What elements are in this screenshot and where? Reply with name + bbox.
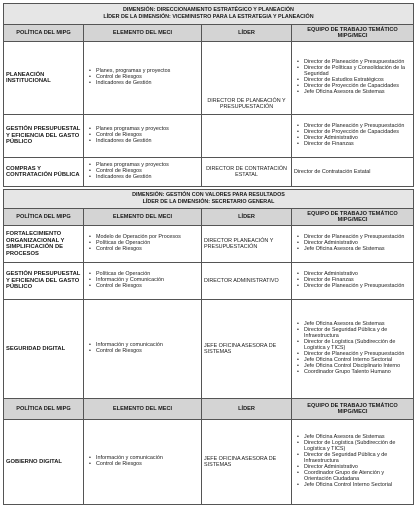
meci-cell xyxy=(84,115,202,158)
equipo-cell xyxy=(292,263,414,300)
politica-cell: COMPRAS Y CONTRATACIÓN PÚBLICA xyxy=(4,158,84,187)
header-politica: POLÍTICA DEL MIPG xyxy=(4,399,84,420)
header-equipo: EQUIPO DE TRABAJO TEMÁTICO MIPG/MECI xyxy=(292,209,414,226)
lider-cell: JEFE OFICINA ASESORA DE SISTEMAS xyxy=(202,420,292,505)
mipg-table xyxy=(3,3,414,505)
table-row xyxy=(4,300,414,399)
politica-cell: GESTIÓN PRESUPUESTAL Y EFICIENCIA DEL GASTO PÚBLICO xyxy=(4,115,84,158)
equipo-cell xyxy=(292,420,414,505)
list-item: • Director de Estudios Estratégicos xyxy=(304,78,411,84)
list-item: • Jefe Oficina Control Interno Sectorial xyxy=(304,483,411,489)
politica-cell: FORTALECIMIENTO ORGANIZACIONAL Y SIMPLIFICACIÓN DE PROCESOS xyxy=(4,226,84,263)
meci-cell xyxy=(84,158,202,187)
list-item: • Indicadores de Gestión xyxy=(96,139,199,145)
column-header-row xyxy=(4,209,414,226)
header-lider: LÍDER xyxy=(202,209,292,226)
header-meci: ELEMENTO DEL MECI xyxy=(84,25,202,42)
list-item: • Director de Logística (Subdirección de Logística y TICS) xyxy=(304,441,411,453)
list-item: • Planes, programas y proyectos xyxy=(96,69,199,75)
header-lider: LÍDER xyxy=(202,399,292,420)
list-item: • Director de Proyección de Capacidades xyxy=(304,130,411,136)
list-item: • Director de Proyección de Capacidades xyxy=(304,84,411,90)
list-item: • Control de Riesgos xyxy=(96,284,199,290)
list-item: • Modelo de Operación por Procesos xyxy=(96,235,199,241)
list-item: • Coordinador Grupo Talento Humano xyxy=(304,370,411,376)
list-item: • Jefe Oficina Asesora de Sistemas xyxy=(304,435,411,441)
list-item: • Control de Riesgos xyxy=(96,247,199,253)
list-item: • Indicadores de Gestión xyxy=(96,175,199,181)
header-politica: POLÍTICA DEL MIPG xyxy=(4,25,84,42)
table-row xyxy=(4,420,414,505)
list-item: • Información y comunicación xyxy=(96,343,199,349)
list-item: • Control de Riesgos xyxy=(96,75,199,81)
header-equipo: EQUIPO DE TRABAJO TEMÁTICO MIPG/MECI xyxy=(292,399,414,420)
list-item: • Información y comunicación xyxy=(96,456,199,462)
lider-cell: DIRECTOR ADMINISTRATIVO xyxy=(202,263,292,300)
politica-cell: GOBIERNO DIGITAL xyxy=(4,420,84,505)
list-item: • Indicadores de Gestión xyxy=(96,81,199,87)
list-item: • Jefe Oficina Asesora de Sistemas xyxy=(304,247,411,253)
header-politica: POLÍTICA DEL MIPG xyxy=(4,209,84,226)
meci-cell xyxy=(84,420,202,505)
list-item: • Políticas de Operación xyxy=(96,272,199,278)
list-item: • Coordinador Grupo de Atención y Orientación Ciudadana xyxy=(304,471,411,483)
lider-cell: DIRECTOR DE CONTRATACIÓN ESTATAL xyxy=(202,158,292,187)
meci-cell xyxy=(84,42,202,115)
list-item: • Director Administrativo xyxy=(304,272,411,278)
list-item: • Director de Seguridad Pública y de Infraestructura xyxy=(304,453,411,465)
equipo-cell xyxy=(292,115,414,158)
list-item: • Información y Comunicación xyxy=(96,278,199,284)
dimension-title: DIMENSIÓN: DIRECCIONAMIENTO ESTRATÉGICO Y PLANEACIÓN xyxy=(123,7,294,13)
list-item: • Director de Políticas y Consolidación de la Seguridad xyxy=(304,66,411,78)
table-row xyxy=(4,263,414,300)
politica-cell: GESTIÓN PRESUPUESTAL Y EFICIENCIA DEL GASTO PÚBLICO xyxy=(4,263,84,300)
table-row xyxy=(4,158,414,187)
list-item: • Director de Logística (Subdirección de Logística y TICS) xyxy=(304,340,411,352)
list-item: • Jefe Oficina Control Disciplinario Interno xyxy=(304,364,411,370)
list-item: • Control de Riesgos xyxy=(96,462,199,468)
list-item: • Director de Finanzas xyxy=(304,278,411,284)
meci-cell xyxy=(84,226,202,263)
list-item: • Director de Planeación y Presupuestación xyxy=(304,235,411,241)
list-item: • Director de Planeación y Presupuestación xyxy=(304,124,411,130)
dimension-leader: LÍDER DE LA DIMENSIÓN: VICEMINISTRO PARA LA ESTRATEGIA Y PLANEACIÓN xyxy=(103,14,314,20)
header-equipo: EQUIPO DE TRABAJO TEMÁTICO MIPG/MECI xyxy=(292,25,414,42)
list-item: • Control de Riesgos xyxy=(96,169,199,175)
meci-cell xyxy=(84,300,202,399)
list-item: • Director Administrativo xyxy=(304,241,411,247)
list-item: • Director de Finanzas xyxy=(304,142,411,148)
list-item: • Planes programas y proyectos xyxy=(96,163,199,169)
dimension-title: DIMENSIÓN: GESTIÓN CON VALORES PARA RESULTADOS xyxy=(132,192,285,198)
header-meci: ELEMENTO DEL MECI xyxy=(84,209,202,226)
lider-cell: DIRECTOR PLANEACIÓN Y PRESUPUESTACIÓN xyxy=(202,226,292,263)
equipo-cell xyxy=(292,300,414,399)
equipo-cell: Director de Contratación Estatal xyxy=(292,158,414,187)
list-item: • Control de Riesgos xyxy=(96,349,199,355)
column-header-row xyxy=(4,399,414,420)
table-row xyxy=(4,226,414,263)
equipo-cell xyxy=(292,42,414,115)
list-item: • Jefe Oficina Asesora de Sistemas xyxy=(304,322,411,328)
lider-cell: JEFE OFICINA ASESORA DE SISTEMAS xyxy=(202,300,292,399)
lider-cell xyxy=(202,115,292,158)
equipo-cell xyxy=(292,226,414,263)
list-item: • Director de Planeación y Presupuestación xyxy=(304,60,411,66)
mipg-meci-document xyxy=(3,3,413,505)
politica-cell: PLANEACIÓN INSTITUCIONAL xyxy=(4,42,84,115)
header-meci: ELEMENTO DEL MECI xyxy=(84,399,202,420)
dimension-header-2 xyxy=(4,190,414,209)
list-item: • Director de Seguridad Pública y de Infraestructura xyxy=(304,328,411,340)
politica-cell: SEGURIDAD DIGITAL xyxy=(4,300,84,399)
header-lider: LÍDER xyxy=(202,25,292,42)
table-row xyxy=(4,42,414,115)
list-item: • Políticas de Operación xyxy=(96,241,199,247)
list-item: • Planes programas y proyectos xyxy=(96,127,199,133)
list-item: • Control de Riesgos xyxy=(96,133,199,139)
meci-cell xyxy=(84,263,202,300)
table-row xyxy=(4,115,414,158)
list-item: • Director de Planeación y Presupuestación xyxy=(304,352,411,358)
dimension-header-1 xyxy=(4,4,414,25)
list-item: • Director Administrativo xyxy=(304,136,411,142)
lider-cell: DIRECTOR DE PLANEACIÓN Y PRESUPUESTACIÓN xyxy=(202,42,292,115)
list-item: • Director Administrativo xyxy=(304,465,411,471)
column-header-row xyxy=(4,25,414,42)
list-item: • Jefe Oficina Asesora de Sistemas xyxy=(304,90,411,96)
list-item: • Director de Planeación y Presupuestación xyxy=(304,284,411,290)
dimension-leader: LÍDER DE LA DIMENSIÓN: SECRETARIO GENERAL xyxy=(142,199,275,205)
list-item: • Jefe Oficina Control Interno Sectorial xyxy=(304,358,411,364)
